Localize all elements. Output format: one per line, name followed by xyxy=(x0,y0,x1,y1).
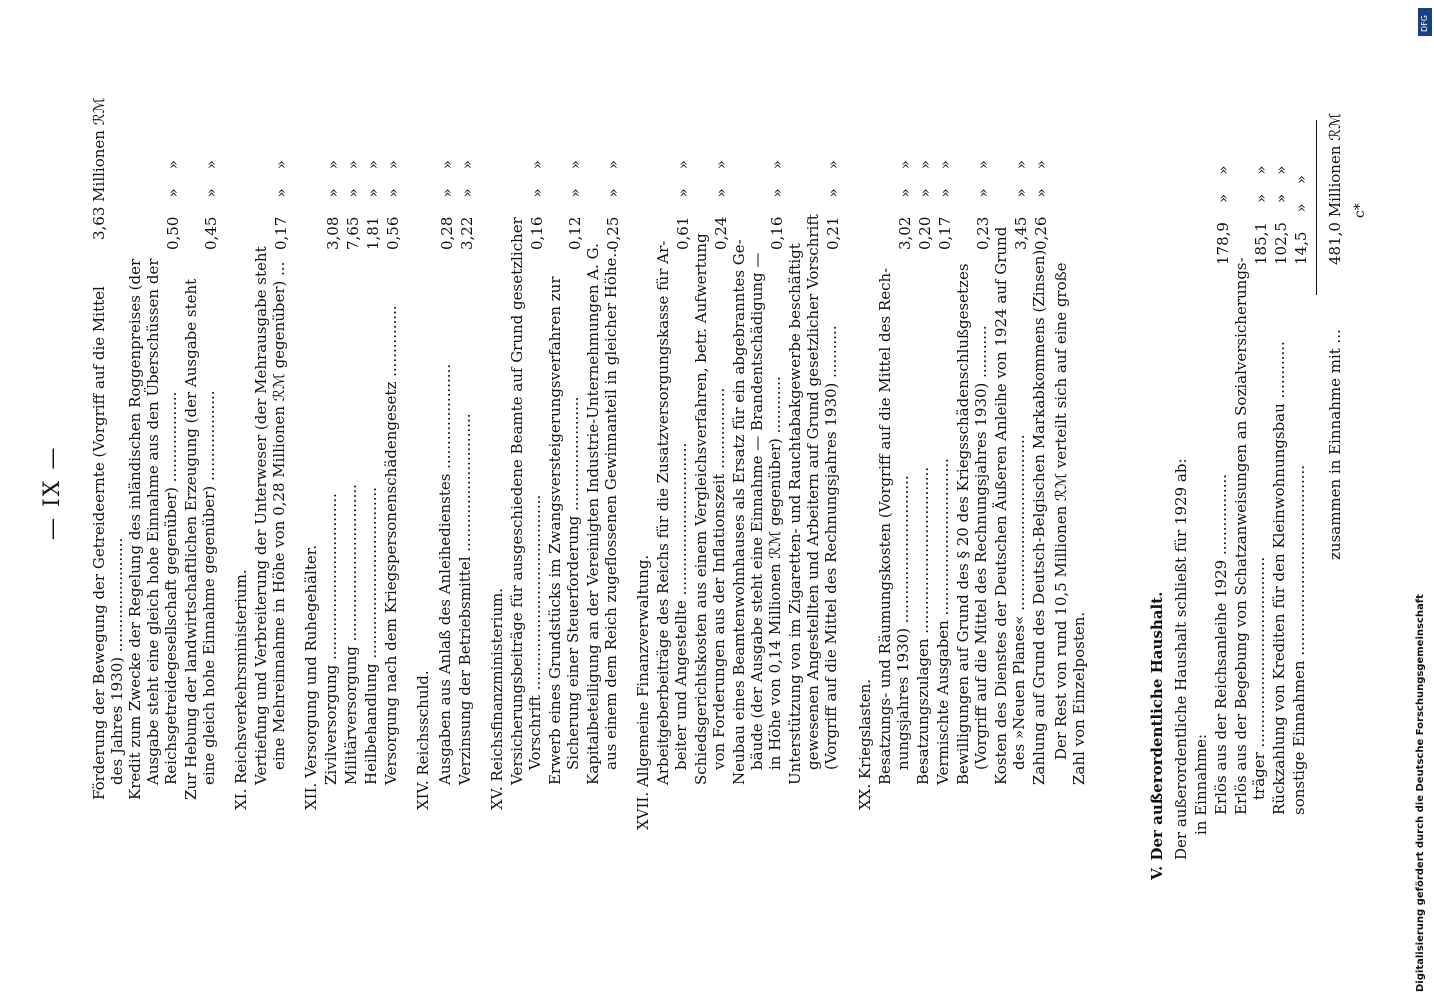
text-line: eine gleich hohe Einnahme gegenüber) ................... xyxy=(200,390,218,785)
text-line: XV. Reichsfinanzministerium. xyxy=(488,587,506,810)
text-line: XIV. Reichsschuld. xyxy=(414,670,432,810)
amount-value: 0,16 » » xyxy=(768,160,786,250)
text-line: Besatzungs- und Räumungskosten (Vorgriff auf die Mittel des Rech- xyxy=(876,267,894,785)
text-line: Versorgung nach dem Kriegspersonenschädengesetz ............... xyxy=(382,305,400,785)
signature-mark: c* xyxy=(1352,203,1368,218)
text-line: Besatzungszulagen ................................... xyxy=(914,466,932,785)
text-line: XII. Versorgung und Ruhegehälter. xyxy=(302,544,320,810)
text-line: sonstige Einnahmen ........................................ xyxy=(1290,464,1308,815)
amount-value: 0,20 » » xyxy=(916,160,934,250)
amount-value: 0,16 » » xyxy=(528,160,546,250)
text-line: Versicherungsbeiträge für ausgeschiedene Beamte auf Grund gesetzlicher xyxy=(508,217,526,785)
amount-value: 0,28 » » xyxy=(438,160,456,250)
text-line: Zahl von Einzelposten. xyxy=(1070,611,1088,785)
text-line: in Höhe von 0,14 Millionen ℛℳ gegenüber) ............ xyxy=(766,376,784,770)
text-line: Militärversorgung ................................. xyxy=(342,484,360,785)
text-line: beiter und Angestellte ................................ xyxy=(672,442,690,770)
text-line: Zivilversorgung ................................... xyxy=(322,493,340,785)
amount-value: 0,56 » » xyxy=(384,160,402,250)
text-line: des Jahres 1930) ........................ xyxy=(108,537,126,785)
text-line: Erwerb eines Grundstücks im Zwangsversteigerungsverfahren zur xyxy=(546,276,564,785)
text-line: Kapitalbeteiligung an der Vereinigten Industrie-Unternehmungen A. G. xyxy=(584,243,602,785)
dfg-watermark: Digitalisierung gefördert durch die Deutsche Forschungsgemeinschaft xyxy=(1415,594,1426,992)
amount-value: 0,45 » » xyxy=(202,160,220,250)
text-line: Kredit zum Zwecke der Regelung des inländischen Roggenpreises (der xyxy=(126,258,144,800)
text-line: Vertiefung und Verbreiterung der Unterweser (der Mehrausgabe steht xyxy=(252,246,270,785)
amount-value: 0,50 » » xyxy=(164,160,182,250)
text-line: Reichsgetreidegesellschaft gegenüber) ................... xyxy=(162,391,180,785)
text-line: Rückzahlung von Krediten für den Kleinwohnungsbau ............ xyxy=(1270,341,1288,815)
amount-value: 481,0 Millionen ℛℳ xyxy=(1326,112,1344,265)
text-line: in Einnahme: xyxy=(1192,733,1210,835)
amount-value: 3,22 » » xyxy=(458,160,476,250)
dfg-logo: DFG xyxy=(1418,8,1432,36)
text-line: Zahlung auf Grund des Deutsch-Belgischen Markabkommens (Zinsen) xyxy=(1030,249,1048,785)
text-line: aus einem dem Reich zugeflossenen Gewinnanteil in gleicher Höhe.. xyxy=(602,248,620,770)
amount-value: 0,23 » » xyxy=(974,160,992,250)
text-line: eine Mehreinnahme in Höhe von 0,28 Millionen ℛℳ gegenüber) ... xyxy=(270,261,288,770)
text-line: Arbeitgeberbeiträge des Reichs für die Zusatzversorgungskasse für Ar- xyxy=(654,240,672,785)
amount-value: 0,17 » » xyxy=(936,160,954,250)
amount-value: 0,61 » » xyxy=(674,160,692,250)
amount-value: 0,25 » » xyxy=(604,160,622,250)
text-line: (Vorgriff auf die Mittel des Rechnungsjahres 1930) ........... xyxy=(972,325,990,770)
amount-value: 14,5 » » xyxy=(1292,175,1310,265)
text-line: Vorschrift ......................................... xyxy=(526,494,544,770)
text-line: XX. Kriegslasten. xyxy=(856,678,874,810)
text-line: Erlös aus der Begebung von Schatzanweisungen an Sozialversicherungs- xyxy=(1232,257,1250,815)
text-line: Der Rest von rund 10,5 Millionen ℛℳ verteilt sich auf eine große xyxy=(1052,262,1070,760)
amount-value: 0,26 » » xyxy=(1032,160,1050,250)
text-line: gewesenen Angestellten und Arbeitern auf Grund gesetzlicher Vorschrift xyxy=(804,214,822,770)
text-line: Unterstützung von im Zigaretten- und Rauchtabakgewerbe beschäftigt xyxy=(786,243,804,785)
text-line: Sicherung einer Steuerforderung ........................ xyxy=(564,396,582,770)
text-line: Erlös aus der Reichsanleihe 1929 ................. xyxy=(1212,473,1230,815)
text-line: Der außerordentliche Haushalt schließt für 1929 ab: xyxy=(1172,458,1190,860)
text-line: nungsjahres 1930) ............................... xyxy=(894,475,912,770)
text-line: XI. Reichsverkehrsministerium. xyxy=(232,569,250,810)
text-line: des »Neuen Planes« ..................................... xyxy=(1010,434,1028,770)
amount-value: 178,9 » » xyxy=(1214,165,1232,265)
text-line: zusammen in Einnahme mit ... xyxy=(1326,329,1344,560)
amount-value: 0,12 » » xyxy=(566,160,584,250)
amount-value: 3,63 Millionen ℛℳ xyxy=(90,97,108,240)
text-line: Zur Hebung der landwirtschaftlichen Erzeugung (der Ausgabe steht xyxy=(182,278,200,800)
text-line: (Vorgriff auf die Mittel des Rechnungsjahres 1930) ........... xyxy=(822,325,840,770)
text-line: Förderung der Bewegung der Getreideernte (Vorgriff auf die Mittel xyxy=(90,286,108,800)
sum-rule xyxy=(1316,120,1317,295)
page-number: — IX — xyxy=(40,445,65,540)
text-line: Neubau eines Beamtenwohnhauses als Ersatz für ein abgebranntes Ge- xyxy=(730,239,748,785)
amount-value: 0,24 » » xyxy=(712,160,730,250)
text-line: Heilbehandlung .................................... xyxy=(362,486,380,785)
text-line: bäude (der Ausgabe steht eine Einnahme — Brandentschädigung — xyxy=(748,252,766,770)
text-line: Bewilligungen auf Grund des § 20 des Kriegsschädenschlußgesetzes xyxy=(954,263,972,785)
text-line: träger ........................................ xyxy=(1250,556,1268,800)
amount-value: 1,81 » » xyxy=(364,160,382,250)
text-line: von Forderungen aus der Inflationszeit ................. xyxy=(710,387,728,770)
text-line: Ausgabe steht eine gleich hohe Einnahme aus den Überschüssen der xyxy=(144,258,162,785)
amount-value: 185,1 » » xyxy=(1252,165,1270,265)
text-line: Vermischte Ausgaben ................................. xyxy=(934,458,952,785)
text-line: V. Der außerordentliche Haushalt. xyxy=(1148,591,1166,880)
text-line: Kosten des Dienstes der Deutschen Äußeren Anleihe von 1924 auf Grund xyxy=(992,226,1010,785)
amount-value: 102,5 » » xyxy=(1272,165,1290,265)
amount-value: 0,17 » » xyxy=(272,160,290,250)
text-line: Ausgaben aus Anlaß des Anleihedienstes ...................... xyxy=(436,363,454,785)
amount-value: 3,08 » » xyxy=(324,160,342,250)
amount-value: 0,21 » » xyxy=(824,160,842,250)
amount-value: 3,45 » » xyxy=(1012,160,1030,250)
amount-value: 7,65 » » xyxy=(344,160,362,250)
amount-value: 3,02 » » xyxy=(896,160,914,250)
text-line: XVII. Allgemeine Finanzverwaltung. xyxy=(634,554,652,830)
text-line: Schiedsgerichtskosten aus einem Vergleichsverfahren, betr. Aufwertung xyxy=(692,233,710,785)
text-line: Verzinsung der Betriebsmittel ............................. xyxy=(456,413,474,785)
